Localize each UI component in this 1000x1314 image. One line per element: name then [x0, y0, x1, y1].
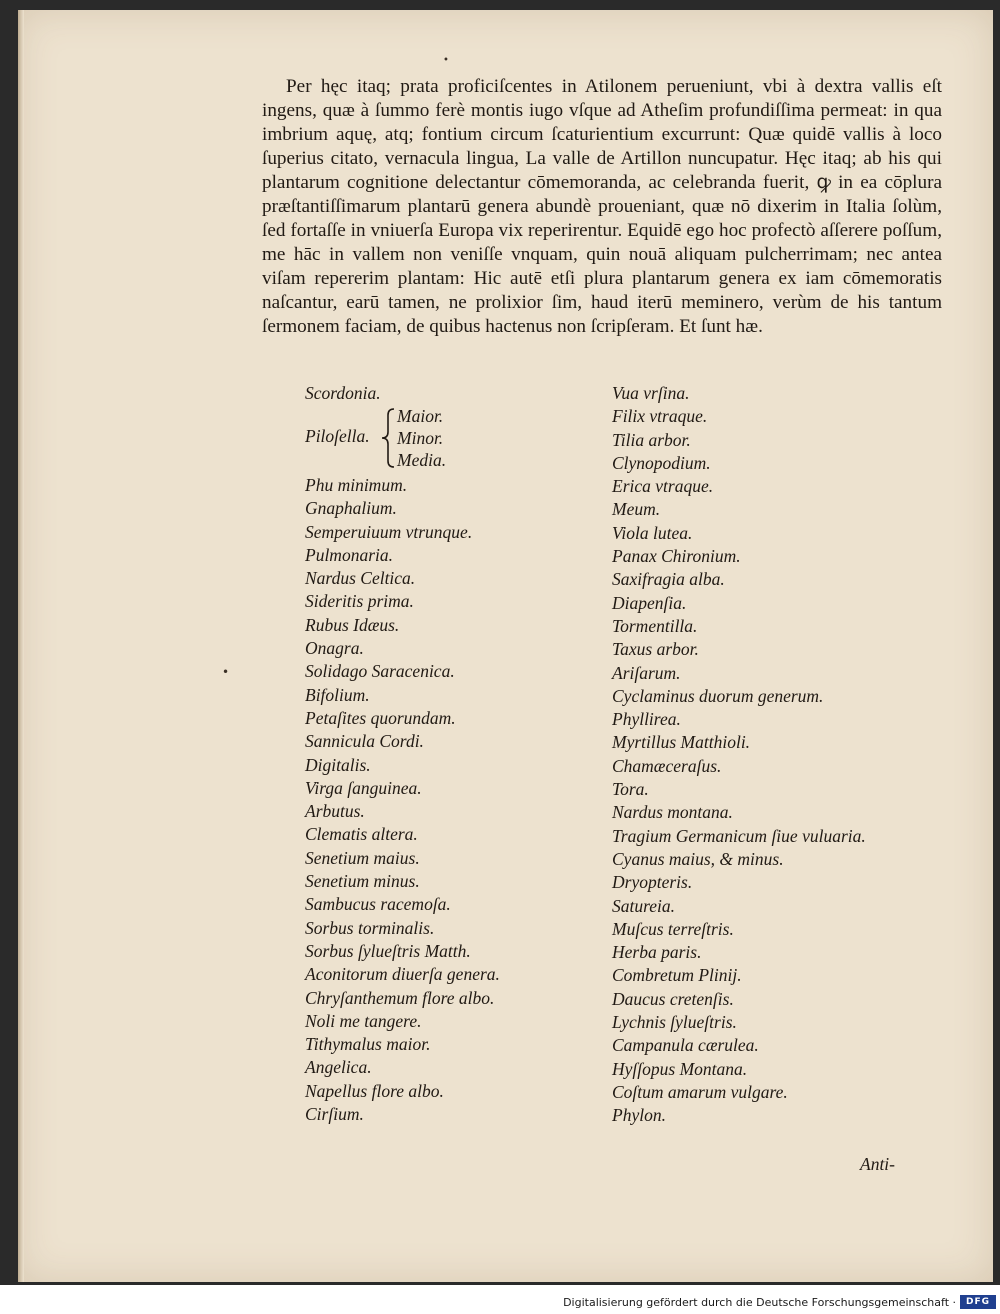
list-item: Sorbus torminalis. — [305, 917, 435, 938]
list-item: Taxus arbor. — [612, 639, 699, 660]
list-item: Rubus Idæus. — [305, 614, 400, 635]
list-item: Digitalis. — [305, 754, 371, 775]
list-item: Saxifragia alba. — [612, 569, 725, 590]
list-item: Scordonia. — [305, 383, 381, 403]
list-item: Maior. — [397, 406, 444, 426]
list-item: Daucus cretenſis. — [612, 988, 734, 1009]
list-item: Angelica. — [305, 1057, 372, 1078]
list-item: Aconitorum diuerſa genera. — [305, 964, 500, 985]
list-item: Meum. — [612, 499, 661, 520]
catchword: Anti- — [860, 1154, 895, 1174]
list-item: Muſcus terreſtris. — [612, 918, 734, 939]
list-item: Vua vrſina. — [612, 383, 690, 403]
list-item: Media. — [397, 450, 447, 470]
list-item: Cyanus maius, & minus. — [612, 848, 784, 869]
ink-speck: • — [222, 665, 230, 679]
list-item: Senetium maius. — [305, 847, 420, 868]
list-item: Sannicula Cordi. — [305, 731, 424, 752]
list-item: Nardus Celtica. — [305, 568, 416, 589]
pilosella-label: Piloſella. — [305, 426, 370, 446]
list-item: Nardus montana. — [612, 802, 733, 823]
list-item: Onagra. — [305, 638, 364, 659]
plant-list-left-main — [305, 474, 500, 1126]
list-item: Sorbus ſylueſtris Matth. — [305, 940, 471, 961]
list-item: Campanula cærulea. — [612, 1035, 759, 1056]
list-item: Myrtillus Matthioli. — [612, 732, 751, 753]
list-item: Combretum Plinij. — [612, 965, 742, 986]
list-item: Phu minimum. — [305, 475, 408, 495]
list-item: Dryopteris. — [612, 872, 693, 893]
list-item: Chamæceraſus. — [612, 755, 722, 776]
list-item: Napellus flore albo. — [305, 1080, 444, 1101]
pilosella-varieties — [397, 405, 446, 471]
list-item: Bifolium. — [305, 684, 370, 705]
body-paragraph — [262, 75, 942, 339]
list-item: Arbutus. — [305, 801, 365, 822]
dfg-logo: DFG — [960, 1295, 996, 1309]
list-item: Ariſarum. — [612, 662, 681, 683]
list-item: Diapenſia. — [612, 592, 687, 613]
list-item: Coſtum amarum vulgare. — [612, 1081, 788, 1102]
plant-list-left — [305, 382, 381, 405]
list-item: Pulmonaria. — [305, 544, 393, 565]
list-item: Minor. — [397, 428, 444, 448]
pilosella-group — [305, 405, 505, 471]
list-item: Clematis altera. — [305, 824, 418, 845]
list-item: Tithymalus maior. — [305, 1034, 431, 1055]
list-item: Sideritis prima. — [305, 591, 414, 612]
list-item: Petaſites quorundam. — [305, 707, 456, 728]
list-item: Chryſanthemum flore albo. — [305, 987, 495, 1008]
list-item: Herba paris. — [612, 942, 702, 963]
plant-list-right — [612, 382, 866, 1128]
list-item: Semperuiuum vtrunque. — [305, 521, 473, 542]
list-item: Cyclaminus duorum generum. — [612, 685, 824, 706]
list-item: Clynopodium. — [612, 452, 711, 473]
list-item: Satureia. — [612, 895, 676, 916]
list-item: Phylon. — [612, 1105, 666, 1126]
curly-brace-icon — [380, 407, 396, 469]
list-item: Senetium minus. — [305, 871, 420, 892]
list-item: Sambucus racemoſa. — [305, 894, 451, 915]
list-item: Noli me tangere. — [305, 1010, 422, 1031]
list-item: Gnaphalium. — [305, 498, 397, 519]
list-item: Panax Chironium. — [612, 546, 741, 567]
list-item: Virga ſanguinea. — [305, 777, 422, 798]
list-item: Tora. — [612, 779, 649, 800]
printer-mark: • — [443, 55, 449, 66]
list-item: Hyſſopus Montana. — [612, 1058, 748, 1079]
list-item: Phyllirea. — [612, 709, 681, 730]
list-item: Tormentilla. — [612, 615, 698, 636]
list-item: Tragium Germanicum ſiue vuluaria. — [612, 825, 866, 846]
list-item: Viola lutea. — [612, 522, 693, 543]
list-item: Cirſium. — [305, 1104, 364, 1125]
list-item: Solidago Saracenica. — [305, 661, 455, 682]
funding-credit: Digitalisierung gefördert durch die Deutsche Forschungsgemeinschaft · — [563, 1296, 956, 1309]
body-text: Per hęc itaq; prata proficiſcentes in Atilonem perueniunt, vbi à dextra vallis eſt ingens, quæ à ſummo ferè montis iugo vſque ad Atheſim profundiſſima permeat: in qua imbrium aquę, atq; fontium circum ſcaturientium excurrunt: Quæ quidē vallis à loco ſuperius citato, vernacula lingua, La valle de Artillon nuncupatur. Hęc itaq; ab his qui plantarum cognitione delectantur cōmemoranda, ac celebranda fuerit, ꝙ in ea cōplura præſtantiſſimarum plantarū genera abundè proueniant, quæ nō dixerim in Italia ſolùm, ſed fortaſſe in vniuerſa Europa vix reperirentur. Equidē ego hoc profectò aſſerere poſſum, me hāc in vallem non veniſſe vnquam, quin nouā aliquam pulcherrimam; nec antea viſam repererim plantam: Hic autē etſi plura plantarum genera ex iam cōmemoratis naſcantur, earū tamen, ne prolixior ſim, haud iterū meminero, verùm de his tantum ſermonem faciam, de quibus hactenus non ſcripſeram. Et ſunt hæ. — [262, 76, 942, 337]
list-item: Filix vtraque. — [612, 406, 708, 427]
list-item: Erica vtraque. — [612, 476, 714, 497]
list-item: Tilia arbor. — [612, 429, 691, 450]
page-gutter-edge — [18, 10, 24, 1282]
list-item: Lychnis ſylueſtris. — [612, 1012, 737, 1033]
